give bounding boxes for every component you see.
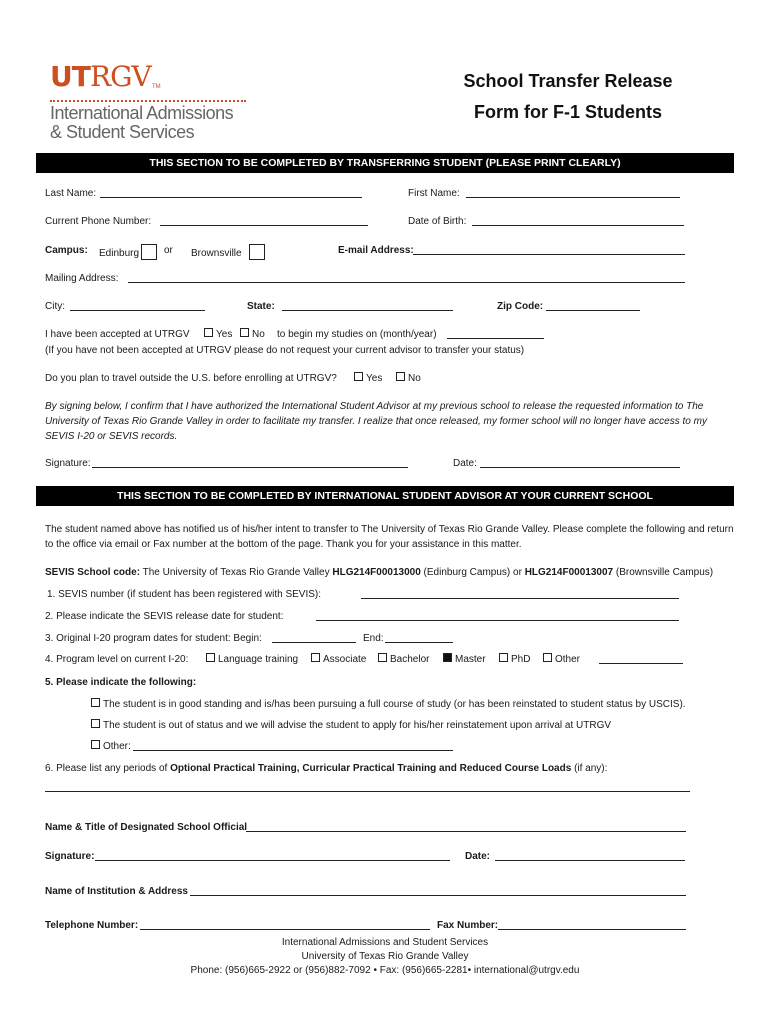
logo-line1: International Admissions	[50, 103, 234, 123]
telephone-field[interactable]	[140, 929, 430, 930]
student-date-field[interactable]	[480, 467, 680, 468]
level-bachelor-checkbox[interactable]	[378, 653, 387, 662]
dso-label: Name & Title of Designated School Official	[45, 822, 248, 833]
level-phd-checkbox[interactable]	[499, 653, 508, 662]
level-associate	[311, 653, 366, 666]
campus-or: or	[164, 245, 173, 256]
first-name-field[interactable]	[466, 197, 680, 198]
edinburg-label: Edinburg	[99, 248, 140, 259]
level-phd-label: PhD	[511, 654, 531, 665]
logo-subtitle	[50, 104, 233, 142]
title-line1: School Transfer Release	[463, 71, 673, 91]
option-out-of-status	[91, 719, 611, 732]
footer-line3: Phone: (956)665-2922 or (956)882-7092 • Fax: (956)665-2281• international@utrgv.edu	[190, 965, 580, 976]
telephone-label: Telephone Number:	[45, 920, 139, 931]
level-language-checkbox[interactable]	[206, 653, 215, 662]
city-label: City:	[45, 301, 65, 312]
q1-label: 1. SEVIS number (if student has been registered with SEVIS):	[47, 589, 322, 600]
q6-text-c: (if any):	[574, 763, 608, 774]
logo-tm: TM	[152, 84, 161, 90]
zip-field[interactable]	[546, 310, 640, 311]
travel-yes-label: Yes	[366, 373, 383, 384]
footer-line1: International Admissions and Student Services	[281, 937, 489, 948]
q3-label: 3. Original I-20 program dates for student: Begin:	[45, 633, 262, 644]
logo-dotted-rule	[50, 100, 246, 102]
q3-end-label: End:	[363, 633, 384, 644]
title-line2: Form for F-1 Students	[474, 102, 662, 122]
email-label: E-mail Address:	[338, 245, 414, 256]
campus-edinburg	[99, 244, 157, 260]
last-name-label: Last Name:	[45, 188, 97, 199]
q3-end-field[interactable]	[385, 642, 453, 643]
edinburg-checkbox[interactable]	[141, 244, 157, 260]
student-signature-field[interactable]	[92, 467, 408, 468]
accepted-yes-label: Yes	[216, 329, 233, 340]
level-bachelor-label: Bachelor	[390, 654, 430, 665]
level-other-label: Other	[555, 654, 581, 665]
dob-field[interactable]	[472, 225, 684, 226]
good-standing-checkbox[interactable]	[91, 698, 100, 707]
accepted-yes-checkbox[interactable]	[204, 328, 213, 337]
option-other	[91, 740, 131, 753]
begin-studies-field[interactable]	[447, 338, 544, 339]
campus-label: Campus:	[45, 245, 88, 256]
q6-text-a: 6. Please list any periods of	[45, 763, 168, 774]
dob-label: Date of Birth:	[408, 216, 467, 227]
accepted-text: I have been accepted at UTRGV	[45, 329, 190, 340]
q5-label: 5. Please indicate the following:	[45, 677, 197, 688]
level-bachelor	[378, 653, 429, 666]
option-other-checkbox[interactable]	[91, 740, 100, 749]
out-of-status-label: The student is out of status and we will advise the student to apply for his/her reinstatement upon arrival at UTRGV	[103, 720, 612, 731]
dso-field[interactable]	[246, 831, 686, 832]
advisor-date-field[interactable]	[495, 860, 685, 861]
q6-label	[45, 762, 607, 775]
level-master	[443, 653, 486, 666]
fax-label: Fax Number:	[437, 920, 499, 931]
level-language	[206, 653, 298, 666]
phone-label: Current Phone Number:	[45, 216, 152, 227]
logo-line2: & Student Services	[50, 122, 195, 142]
accepted-note: (If you have not been accepted at UTRGV please do not request your current advisor to transfer your status)	[45, 345, 525, 356]
phone-field[interactable]	[160, 225, 368, 226]
advisor-intro-text: The student named above has notified us of his/her intent to transfer to The University of Texas Rio Grande Valley. Please complete the following and return to the office via email or Fax number at the bottom of the page. Thank you for your assistance in this matter.	[45, 524, 734, 550]
campus-brownsville	[191, 244, 265, 260]
q4-label: 4. Program level on current I-20:	[45, 654, 189, 665]
mailing-label: Mailing Address:	[45, 273, 119, 284]
level-master-label: Master	[455, 654, 486, 665]
sevis-code-text-a: The University of Texas Rio Grande Valley	[142, 567, 330, 578]
sevis-code-edinburg: HLG214F00013000	[332, 567, 421, 578]
mailing-field[interactable]	[128, 282, 685, 283]
section1-header: THIS SECTION TO BE COMPLETED BY TRANSFERRING STUDENT (PLEASE PRINT CLEARLY)	[36, 153, 734, 173]
advisor-signature-field[interactable]	[95, 860, 450, 861]
level-master-checkbox[interactable]	[443, 653, 452, 662]
level-phd	[499, 653, 530, 666]
state-label: State:	[247, 301, 275, 312]
q2-label: 2. Please indicate the SEVIS release date for student:	[45, 611, 284, 622]
city-field[interactable]	[70, 310, 205, 311]
begin-studies-label: to begin my studies on (month/year)	[277, 329, 437, 340]
accepted-yes	[204, 328, 232, 341]
fax-field[interactable]	[498, 929, 686, 930]
logo-rgv: RGV	[90, 60, 151, 93]
footer	[0, 936, 770, 978]
advisor-signature-label: Signature:	[45, 851, 95, 862]
email-field[interactable]	[413, 254, 685, 255]
advisor-date-label: Date:	[465, 851, 491, 862]
student-signature-label: Signature:	[45, 458, 91, 469]
accepted-no-checkbox[interactable]	[240, 328, 249, 337]
state-field[interactable]	[282, 310, 453, 311]
sevis-school-code	[45, 566, 713, 579]
travel-no-label: No	[408, 373, 421, 384]
good-standing-label: The student is in good standing and is/has been pursuing a full course of study (or has been reinstated to student status by USCIS).	[103, 699, 686, 710]
level-language-label: Language training	[218, 654, 299, 665]
q6-text-b: Optional Practical Training, Curricular Practical Training and Reduced Course Loads	[170, 763, 572, 774]
q6-field[interactable]	[45, 791, 690, 792]
option-other-field[interactable]	[133, 750, 453, 751]
travel-no	[396, 372, 421, 385]
q3-begin-field[interactable]	[272, 642, 356, 643]
q2-field[interactable]	[316, 620, 679, 621]
accepted-no-label: No	[252, 329, 265, 340]
brownsville-label: Brownsville	[191, 248, 242, 259]
level-other	[543, 653, 580, 666]
student-date-label: Date:	[453, 458, 477, 469]
institution-label: Name of Institution & Address	[45, 886, 188, 897]
sevis-code-brownsville: HLG214F00013007	[524, 567, 614, 578]
last-name-field[interactable]	[100, 197, 362, 198]
brownsville-checkbox[interactable]	[249, 244, 265, 260]
form-title	[450, 66, 686, 128]
footer-line2: University of Texas Rio Grande Valley	[301, 951, 469, 962]
travel-yes	[354, 372, 382, 385]
level-associate-label: Associate	[323, 654, 367, 665]
level-other-checkbox[interactable]	[543, 653, 552, 662]
accepted-no	[240, 328, 265, 341]
first-name-label: First Name:	[408, 188, 460, 199]
institution-field[interactable]	[190, 895, 686, 896]
sevis-code-text-b: (Edinburg Campus) or	[423, 567, 522, 578]
out-of-status-checkbox[interactable]	[91, 719, 100, 728]
travel-yes-checkbox[interactable]	[354, 372, 363, 381]
q1-field[interactable]	[361, 598, 679, 599]
zip-label: Zip Code:	[497, 301, 544, 312]
level-associate-checkbox[interactable]	[311, 653, 320, 662]
option-good-standing	[91, 698, 686, 711]
sevis-code-text-c: (Brownsville Campus)	[615, 567, 714, 578]
section2-header: THIS SECTION TO BE COMPLETED BY INTERNATIONAL STUDENT ADVISOR AT YOUR CURRENT SCHOOL	[36, 486, 734, 506]
level-other-field[interactable]	[599, 663, 683, 664]
option-other-label: Other:	[103, 741, 131, 752]
logo-ut: UT	[50, 60, 90, 93]
travel-no-checkbox[interactable]	[396, 372, 405, 381]
authorization-text: By signing below, I confirm that I have authorized the International Student Advisor at my previous school to release the requested information to The University of Texas Rio Grande Valley in order to facilitate my transfer. I realize that once released, my former school will no longer have access to my SEVIS I-20 or SEVIS records.	[45, 401, 707, 442]
sevis-code-label: SEVIS School code:	[45, 567, 141, 578]
travel-question: Do you plan to travel outside the U.S. before enrolling at UTRGV?	[45, 373, 337, 384]
